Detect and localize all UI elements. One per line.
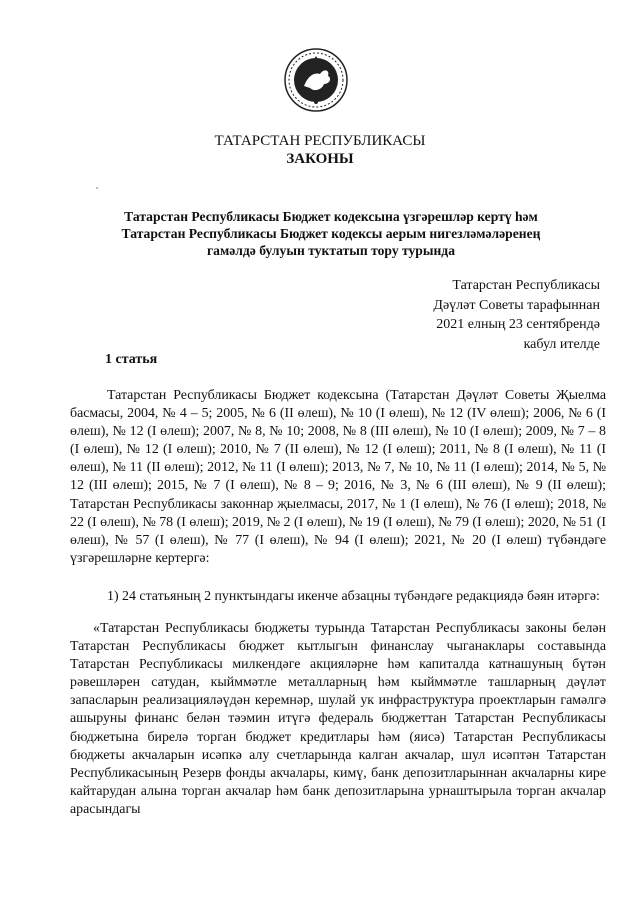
law-heading: ЗАКОНЫ — [286, 151, 354, 167]
adoption-line: Татарстан Республикасы — [452, 278, 600, 293]
law-title-line: Татарстан Республикасы Бюджет кодексы аерым нигезләмәләренең — [121, 226, 541, 241]
adoption-date-line: 2021 елның 23 сентябрендә — [436, 317, 600, 332]
law-title-line: гамәлдә булуын туктатып тору турында — [207, 243, 455, 258]
adoption-line: Дәүләт Советы тарафыннан — [433, 297, 600, 313]
law-title-line: Татарстан Республикасы Бюджет кодексына үзгәрешләр кертү һәм — [124, 209, 538, 224]
paragraph-amendments-intro: Татарстан Республикасы Бюджет кодексына (Татарстан Дәүләт Советы Җыелма басмасы, 2004, № 4 – 5; 2005, № 6 (II өлеш), № 10 (I өлеш), № 12 (IV өлеш); 2006, № 6 (I өлеш), № 12 (I өлеш); 2007, № 8, № 10; 2008, № 8 (III өлеш), № 10 (I өлеш); 2009, № 7 – 8 (I өлеш), № 12 (I өлеш); 2010, № 7 (II өлеш), № 12 (I өлеш); 2011, № 8 (I өлеш), № 11 (I өлеш), № 11 (II өлеш); 2012, № 11 (I өлеш); 2013, № 7, № 10, № 11 (I өлеш); 2014, № 5, № 12 (III өлеш); 2015, № 7 (I өлеш), № 8 – 9; 2016, № 3, № 6 (III өлеш), № 9 (II өлеш); Татарстан Республикасы законнар җыелмасы, 2017, № 1 (I өлеш), № 76 (I өлеш); 2018, № 22 (I өлеш), № 78 (I өлеш); 2019, № 2 (I өлеш), № 19 (I өлеш), № 79 (I өлеш); 2020, № 51 (I өлеш), № 57 (I өлеш), № 77 (I өлеш), № 94 (I өлеш); 2021, № 20 (I өлеш) түбәндәге үзгәрешләрне кертергә: — [70, 388, 606, 566]
adoption-block — [433, 276, 600, 354]
paragraph-item-1: 1) 24 статьяның 2 пунктындагы икенче абзацны түбәндәге редакциядә бәян итәргә: — [107, 589, 600, 604]
article-heading: 1 статья — [105, 352, 158, 367]
law-title — [96, 208, 566, 259]
tatarstan-emblem-icon — [284, 48, 348, 112]
adoption-line: кабул ителде — [523, 336, 600, 352]
paragraph-quoted-text: «Татарстан Республикасы бюджеты турында Татарстан Республикасы законы белән Татарстан Республикасы бюджет кытлыгын финанслау чыганаклары составында Татарстан Республикасы милкендәге акцияләрне һәм капиталда катнашуның бүтән рәвешләрен сатудан, кыйммәтле металларның һәм кыйммәтле ташларның дәүләт запасларын реализацияләүдән керемнәр, шулай ук инфраструктура проектларын гамәлгә ашыруны финанс белән тәэмин итүгә федераль бюджеттан Татарстан Республикасы бюджетына бирелә торган бюджет кредитлары һәм (яисә) Татарстан Республикасы бюджеты акчаларын исәпкә алу счетларында калган акчалар, шул исәптән Татарстан Республикасының Резерв фонды акчалары, кимү, банк депозитларыннан акчаларны кире кайтарудан алына торган акчалар һәм банк депозитларына урнаштырыла торган акчалар арасындагы — [70, 621, 606, 817]
republic-heading: ТАТАРСТАН РЕСПУБЛИКАСЫ — [214, 133, 426, 149]
scan-speck — [96, 187, 98, 189]
